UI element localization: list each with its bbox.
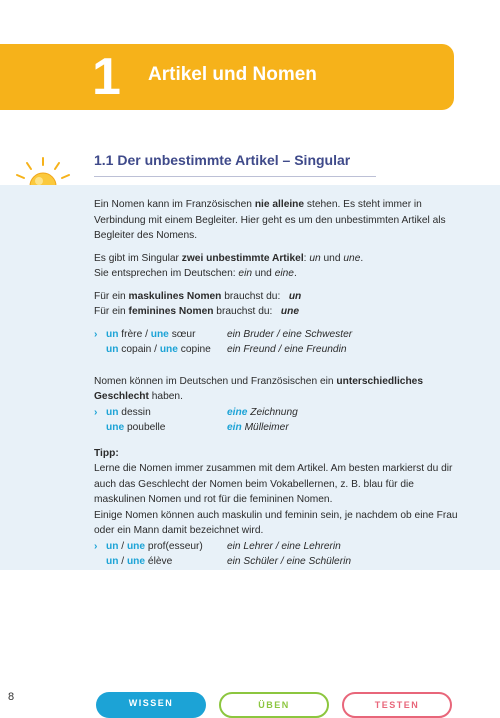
arrow-icon: ›	[94, 328, 98, 340]
tab-wissen[interactable]: WISSEN	[96, 692, 206, 718]
example-row: › un frère / une sœur ein Bruder / eine Schwester	[94, 327, 464, 343]
intro-paragraph: Ein Nomen kann im Französischen nie alleine stehen. Es steht immer in Verbindung mit einem Begleiter. Hier geht es um den unbestimmten Artikel als Begleiter des Nomens.	[94, 199, 446, 241]
tip-label: Tipp:	[94, 447, 119, 459]
gender-difference-paragraph: Nomen können im Deutschen und Französischen ein unterschiedliches Geschlecht haben.	[94, 375, 423, 402]
section-title: 1.1 Der unbestimmte Artikel – Singular	[94, 152, 351, 168]
arrow-icon: ›	[94, 540, 98, 552]
example-row: une poubelle ein Mülleimer	[106, 422, 289, 433]
tab-ueben[interactable]: ÜBEN	[219, 692, 329, 718]
section-divider	[94, 176, 376, 177]
gender-rule: Für ein maskulines Nomen brauchst du: un Für ein feminines Nomen brauchst du: une	[94, 290, 302, 317]
lesson-content	[94, 197, 464, 580]
examples-article-pairs	[94, 327, 464, 358]
page-number: 8	[8, 691, 15, 703]
example-row: un / une élève ein Schüler / eine Schülerin	[106, 556, 352, 567]
examples-profession	[94, 539, 464, 570]
example-row: › un / une prof(esseur) ein Lehrer / eine Lehrerin	[94, 539, 464, 555]
tab-testen[interactable]: TESTEN	[342, 692, 452, 718]
chapter-title: Artikel und Nomen	[148, 64, 317, 85]
example-row: un copain / une copine ein Freund / eine Freundin	[106, 344, 347, 355]
tip-text: Lerne die Nomen immer zusammen mit dem Artikel. Am besten markierst du dir auch das Geschlecht der Nomen beim Vokabellernen, z. B. blau für die maskulinen Nomen und rot für die femininen Nomen.	[94, 463, 453, 505]
arrow-icon: ›	[94, 406, 98, 418]
examples-gender-difference	[94, 405, 464, 436]
chapter-number: 1	[92, 48, 121, 106]
tip-text-2: Einige Nomen können auch maskulin und feminin sein, je nachdem ob eine Frau oder ein Mann damit bezeichnet wird.	[94, 509, 458, 536]
articles-paragraph: Es gibt im Singular zwei unbestimmte Artikel: un und une. Sie entsprechen im Deutschen: ein und eine.	[94, 252, 364, 279]
example-row: › un dessin eine Zeichnung	[94, 405, 464, 421]
